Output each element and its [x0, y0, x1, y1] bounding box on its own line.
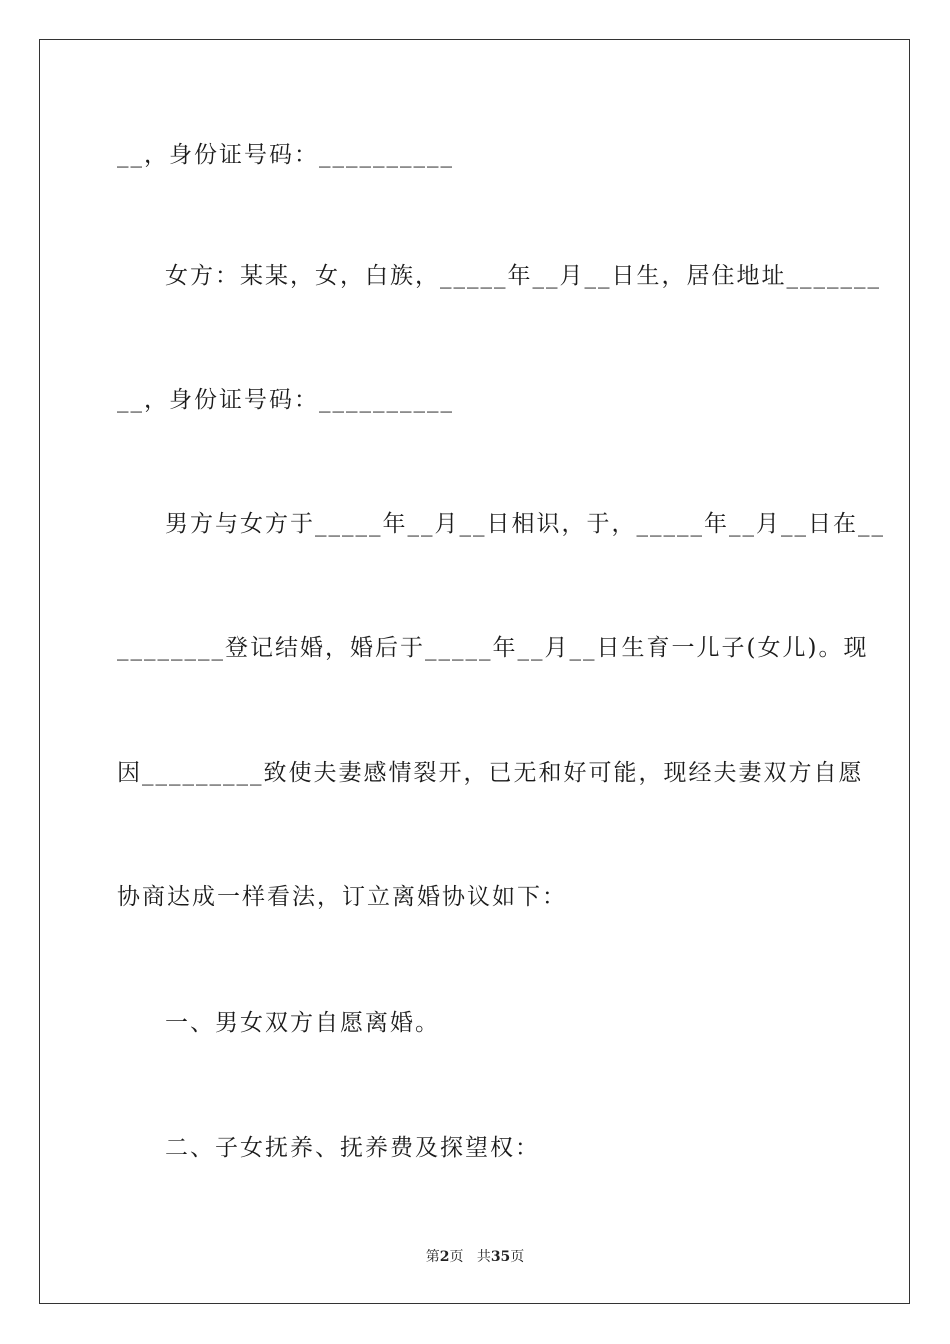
- footer-page-number: 2: [439, 1249, 450, 1265]
- footer-page-suffix: 页: [449, 1249, 464, 1265]
- text-line-id-number-female: __，身份证号码：__________: [117, 387, 454, 413]
- text-line-clause-two: 二、子女抚养、抚养费及探望权：: [165, 1135, 540, 1161]
- footer-total-pages: 35: [490, 1249, 511, 1265]
- text-line-acquaintance: 男方与女方于_____年__月__日相识，于，_____年__月__日在__: [165, 511, 885, 537]
- text-line-agreement-intro: 协商达成一样看法，订立离婚协议如下：: [117, 884, 567, 910]
- page-footer: [0, 1246, 950, 1266]
- footer-page-prefix: 第: [425, 1249, 440, 1265]
- text-line-reason: 因_________致使夫妻感情裂开，已无和好可能，现经夫妻双方自愿: [117, 760, 864, 786]
- footer-total-prefix: 共: [476, 1249, 491, 1265]
- footer-total-suffix: 页: [510, 1249, 525, 1265]
- text-line-id-number-male: __，身份证号码：__________: [117, 142, 454, 168]
- text-line-female-party: 女方：某某，女，白族，_____年__月__日生，居住地址_______: [165, 263, 881, 289]
- page-border: [39, 39, 910, 1304]
- text-line-marriage-registration: ________登记结婚，婚后于_____年__月__日生育一儿子(女儿)。现: [117, 635, 869, 661]
- text-line-clause-one: 一、男女双方自愿离婚。: [165, 1010, 440, 1036]
